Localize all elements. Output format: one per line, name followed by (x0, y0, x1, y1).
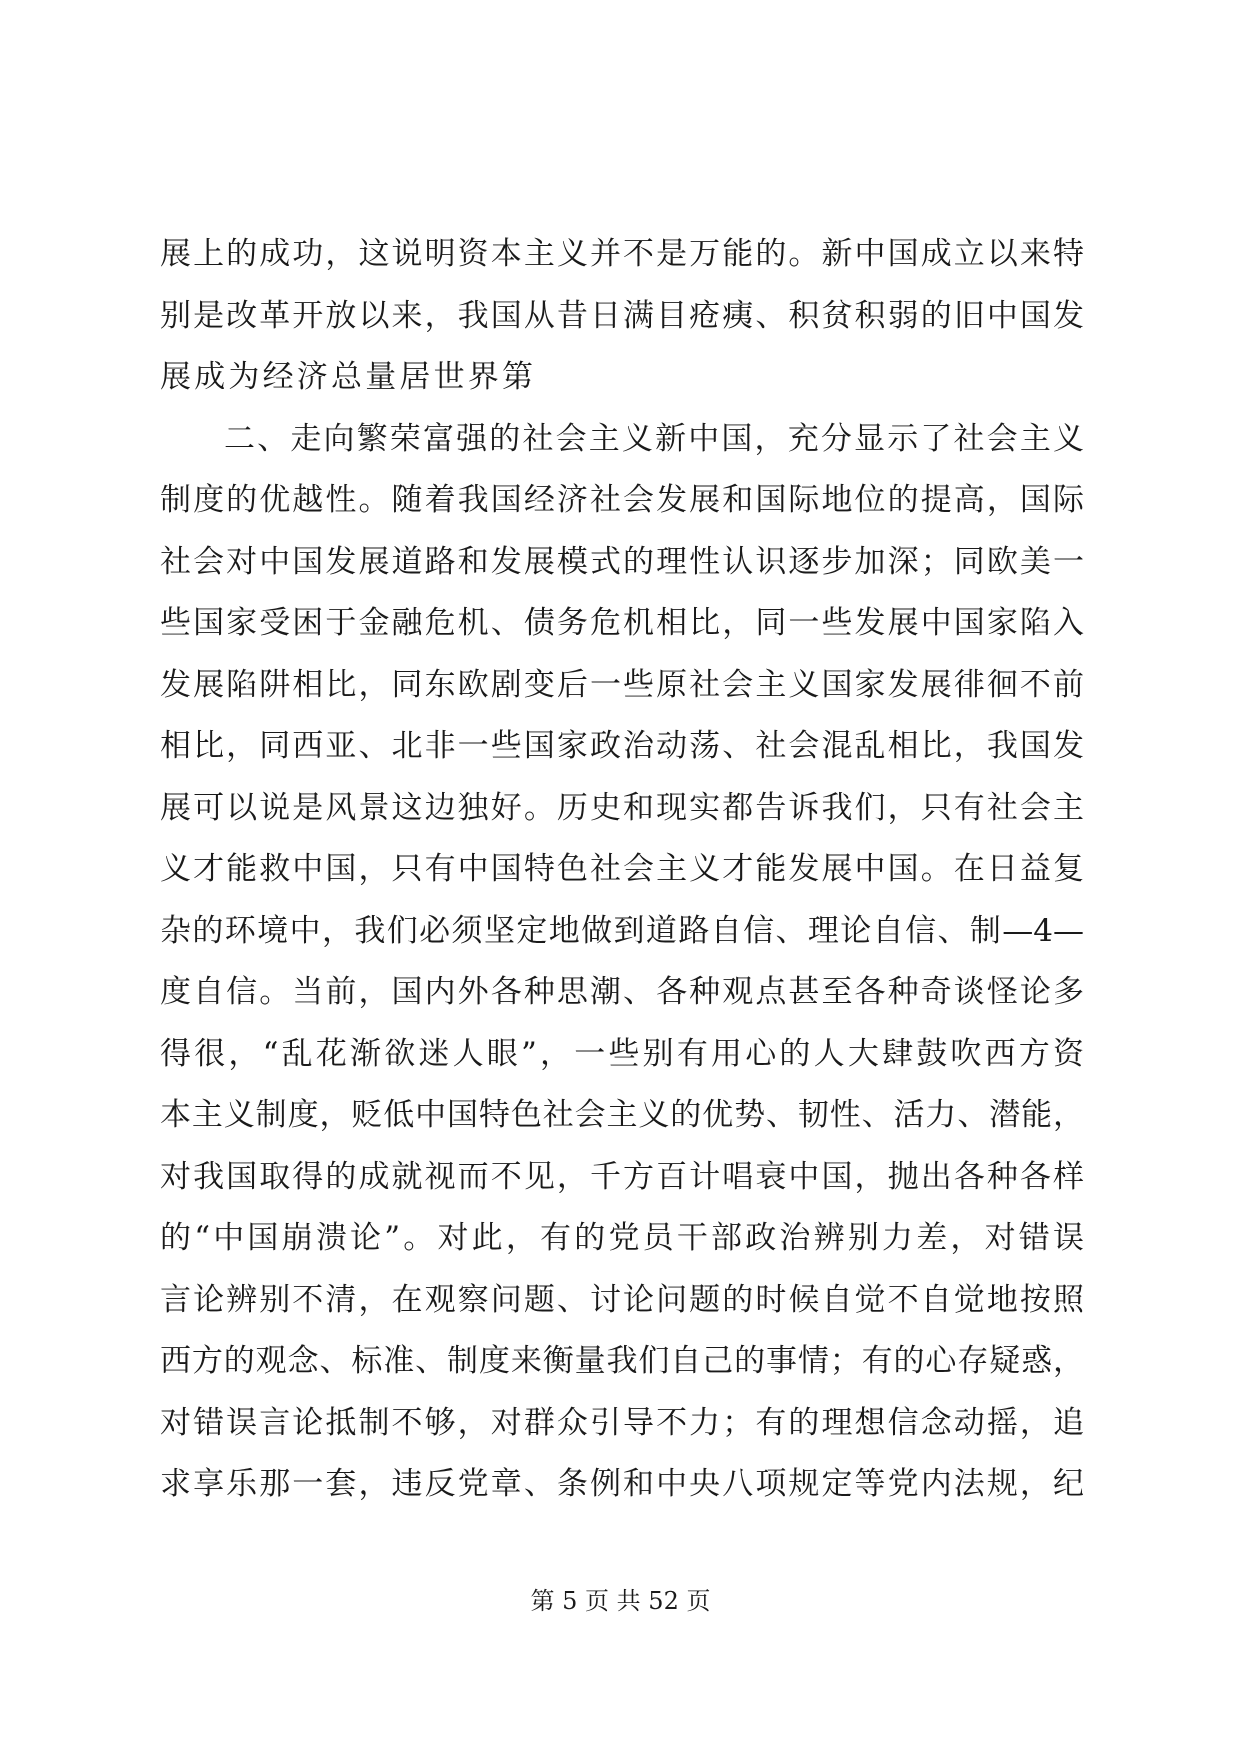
text-line: 义才能救中国，只有中国特色社会主义才能发展中国。在日益复 (160, 851, 1084, 887)
text-line: 对我国取得的成就视而不见，千方百计唱衰中国，抛出各种各样 (160, 1158, 1084, 1195)
text-line: 展上的成功，这说明资本主义并不是万能的。新中国成立以来特 (160, 236, 1084, 272)
body-text (160, 224, 1084, 1516)
text-line: 得很，“乱花渐欲迷人眼”，一些别有用心的人大肆鼓吹西方资 (160, 1035, 1084, 1072)
text-line: 别是改革开放以来，我国从昔日满目疮痍、积贫积弱的旧中国发 (160, 297, 1084, 334)
text-line: 的“中国崩溃论”。对此，有的党员干部政治辨别力差，对错误 (160, 1220, 1084, 1256)
text-line: 发展陷阱相比，同东欧剧变后一些原社会主义国家发展徘徊不前 (160, 666, 1084, 703)
text-line: 相比，同西亚、北非一些国家政治动荡、社会混乱相比，我国发 (160, 728, 1084, 764)
text-line: 对错误言论抵制不够，对群众引导不力；有的理想信念动摇，追 (160, 1404, 1084, 1441)
text-line: 度自信。当前，国内外各种思潮、各种观点甚至各种奇谈怪论多 (160, 974, 1084, 1010)
text-line: 言论辨别不清，在观察问题、讨论问题的时候自觉不自觉地按照 (160, 1281, 1084, 1318)
text-line: 杂的环境中，我们必须坚定地做到道路自信、理论自信、制—4— (160, 912, 1084, 949)
text-line: 本主义制度，贬低中国特色社会主义的优势、韧性、活力、潜能， (160, 1097, 1084, 1133)
text-line: 些国家受困于金融危机、债务危机相比，同一些发展中国家陷入 (160, 605, 1084, 641)
text-line: 展成为经济总量居世界第 (160, 359, 537, 395)
text-line: 社会对中国发展道路和发展模式的理性认识逐步加深；同欧美一 (160, 543, 1084, 580)
text-line: 制度的优越性。随着我国经济社会发展和国际地位的提高，国际 (160, 482, 1084, 518)
page-number-footer: 第 5 页 共 52 页 (530, 1587, 711, 1615)
text-line: 展可以说是风景这边独好。历史和现实都告诉我们，只有社会主 (160, 789, 1084, 826)
paragraph-first-line: 二、走向繁荣富强的社会主义新中国，充分显示了社会主义 (224, 420, 1084, 457)
text-line: 求享乐那一套，违反党章、条例和中央八项规定等党内法规，纪 (160, 1466, 1084, 1502)
text-line: 西方的观念、标准、制度来衡量我们自己的事情；有的心存疑惑， (160, 1343, 1084, 1379)
